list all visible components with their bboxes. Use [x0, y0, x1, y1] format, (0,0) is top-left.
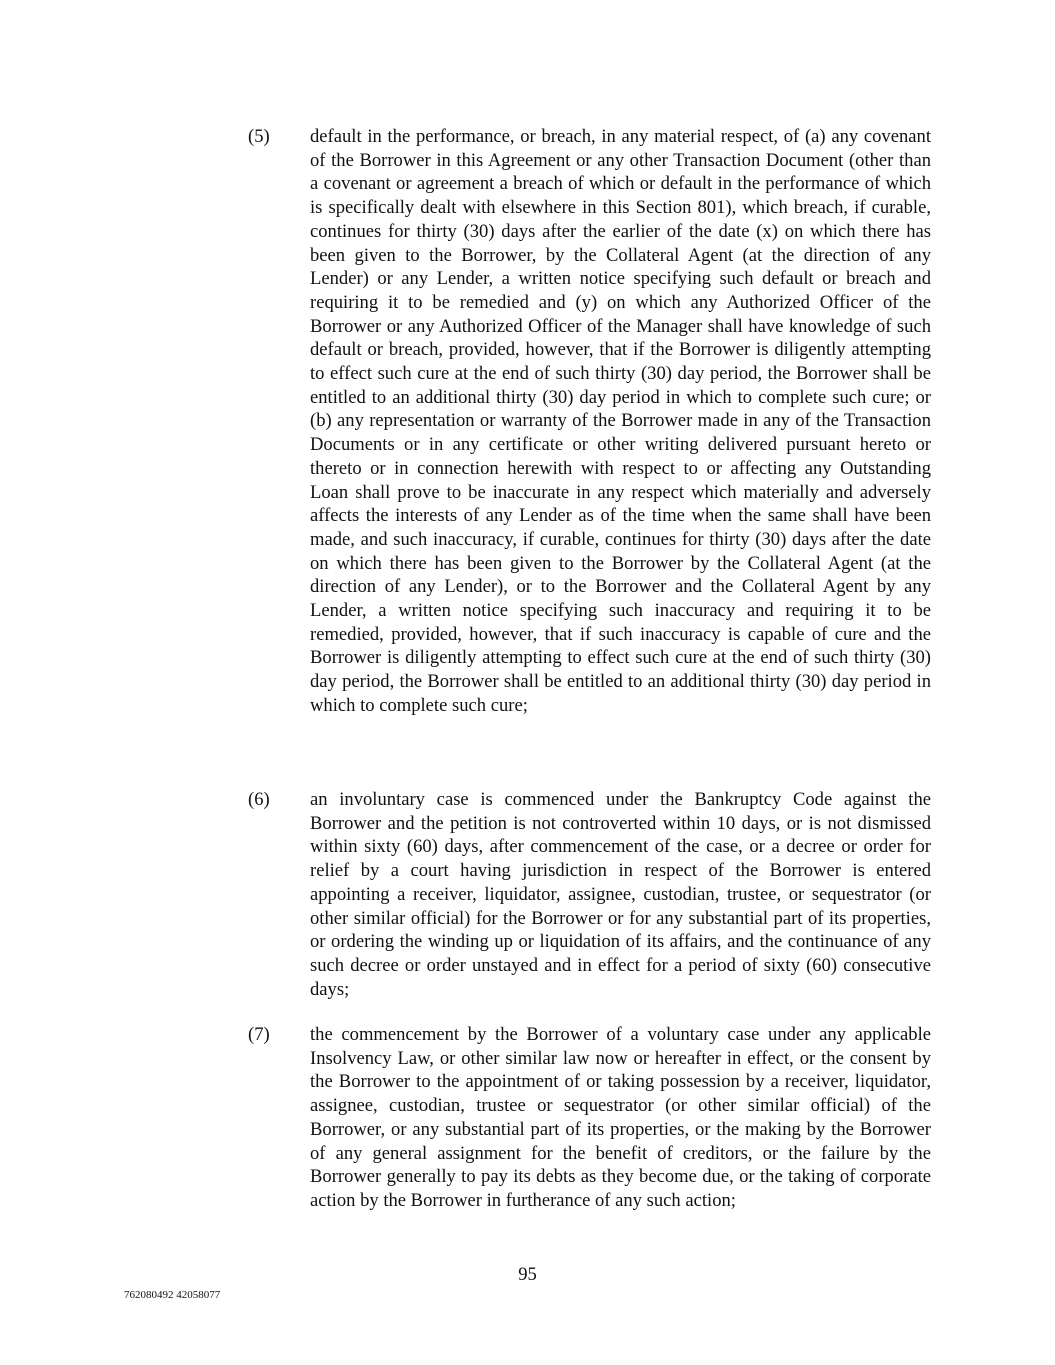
page-number: 95: [518, 1264, 537, 1285]
clause-7: [248, 1023, 932, 1213]
document-id: 762080492 42058077: [124, 1289, 221, 1301]
clause-6: [248, 788, 932, 1001]
clause-number: (5): [248, 126, 270, 147]
clause-text: default in the performance, or breach, in any material respect, of (a) any covenant of the Borrower in this Agreement or any other Transaction Document (other than a covenant or agreement a breach of which or default in the performance of which is specifically dealt with elsewhere in this Section 801), which breach, if curable, continues for thirty (30) days after the earlier of the date (x) on which there has been given to the Borrower, by the Collateral Agent (at the direction of any Lender) or any Lender, a written notice specifying such default or breach and requiring it to be remedied and (y) on which any Authorized Officer of the Borrower or any Authorized Officer of the Manager shall have knowledge of such default or breach, provided, however, that if the Borrower is diligently attempting to effect such cure at the end of such thirty (30) day period, the Borrower shall be entitled to an additional thirty (30) day period in which to complete such cure; or (b) any representation or warranty of the Borrower made in any of the Transaction Documents or in any certificate or other writing delivered pursuant hereto or thereto or in connection herewith with respect to or affecting any Outstanding Loan shall prove to be inaccurate in any respect which materially and adversely affects the interests of any Lender as of the time when the same shall have been made, and such inaccuracy, if curable, continues for thirty (30) days after the date on which there has been given to the Borrower by the Collateral Agent (at the direction of any Lender), or to the Borrower and the Collateral Agent by any Lender, a written notice specifying such inaccuracy and requiring it to be remedied, provided, however, that if such inaccuracy is capable of cure and the Borrower is diligently attempting to effect such cure at the end of such thirty (30) day period, the Borrower shall be entitled to an additional thirty (30) day period in which to complete such cure;: [310, 126, 931, 716]
clause-5: [248, 125, 932, 718]
clause-text: the commencement by the Borrower of a voluntary case under any applicable Insolvency Law, or other similar law now or hereafter in effect, or the consent by the Borrower to the appointment of or taking possession by a receiver, liquidator, assignee, custodian, trustee or sequestrator (or other similar official) of the Borrower, or any substantial part of its properties, or the making by the Borrower of any general assignment for the benefit of creditors, or the failure by the Borrower generally to pay its debts as they become due, or the taking of corporate action by the Borrower in furtherance of any such action;: [310, 1024, 931, 1211]
clause-number: (7): [248, 1024, 270, 1045]
clause-text: an involuntary case is commenced under the Bankruptcy Code against the Borrower and the petition is not controverted within 10 days, or is not dismissed within sixty (60) days, after commencement of the case, or a decree or order for relief by a court having jurisdiction in respect of the Borrower is entered appointing a receiver, liquidator, assignee, custodian, trustee, or sequestrator (or other similar official) for the Borrower or for any substantial part of its properties, or ordering the winding up or liquidation of its affairs, and the continuance of any such decree or order unstayed and in effect for a period of sixty (60) consecutive days;: [310, 789, 931, 1000]
clause-number: (6): [248, 789, 270, 810]
